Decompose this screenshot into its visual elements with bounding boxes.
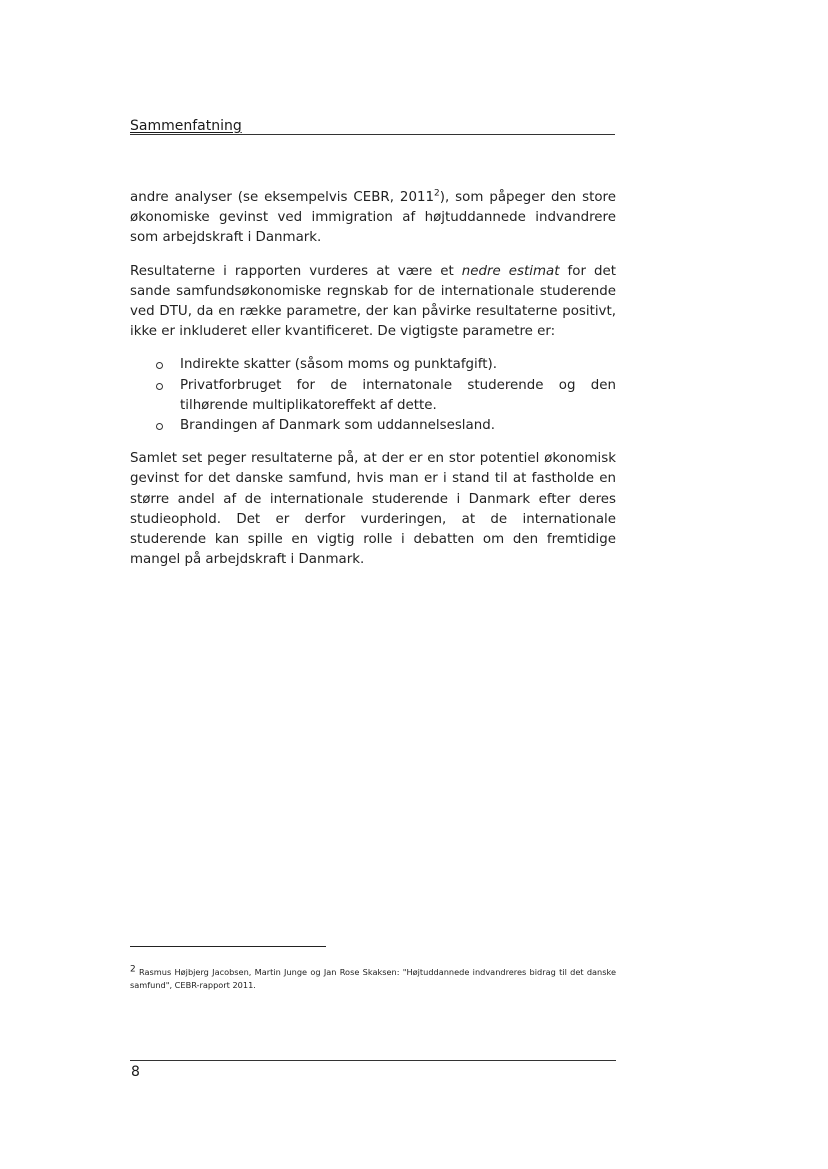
paragraph-1 <box>130 188 616 249</box>
footer-rule <box>130 1060 616 1061</box>
paragraph-2 <box>130 262 616 343</box>
paragraph-2-emphasis: nedre estimat <box>461 263 560 279</box>
page-number: 8 <box>131 1064 140 1080</box>
paragraph-1-text-a: andre analyser (se eksempelvis CEBR, 2011 <box>130 190 435 205</box>
footnote-separator <box>130 946 326 947</box>
paragraph-2-text-a: Resultaterne i rapporten vurderes at være et <box>130 263 462 279</box>
header-title: Sammenfatning <box>130 118 242 134</box>
footnote-marker: 2 <box>130 964 136 975</box>
footnote-reference: 2 <box>434 188 440 199</box>
list-item: Brandingen af Danmark som uddannelsesland. <box>180 416 616 436</box>
body-text <box>130 188 616 583</box>
footnote-text: Rasmus Højbjerg Jacobsen, Martin Junge og Jan Rose Skaksen: "Højtuddannede indvandreres bidrag til det danske samfund", CEBR-rapport 2011. <box>130 967 616 990</box>
list-item: Privatforbruget for de internatonale studerende og den tilhørende multiplikatoreffekt af dette. <box>180 376 616 416</box>
running-header <box>130 115 615 135</box>
paragraph-1-text-b: ), som påpeger den store økonomiske gevinst ved immigration af højtuddannede indvandrere som arbejdskraft i Danmark. <box>130 190 616 246</box>
footnote <box>130 966 616 992</box>
parameter-list <box>130 355 616 436</box>
paragraph-2-text-b: for det sande samfundsøkonomiske regnskab for de internationale studerende ved DTU, da en række parametre, der kan påvirke resultaterne positivt, ikke er inkluderet eller kvantificeret. De vigtigste parametre er: <box>130 263 616 340</box>
paragraph-3: Samlet set peger resultaterne på, at der er en stor potentiel økonomisk gevinst for det danske samfund, hvis man er i stand til at fastholde en større andel af de internationale studerende i Danmark efter deres studieophold. Det er derfor vurderingen, at de internationale studerende kan spille en vigtig rolle i debatten om den fremtidige mangel på arbejdskraft i Danmark. <box>130 451 616 568</box>
list-item: Indirekte skatter (såsom moms og punktafgift). <box>180 355 616 375</box>
